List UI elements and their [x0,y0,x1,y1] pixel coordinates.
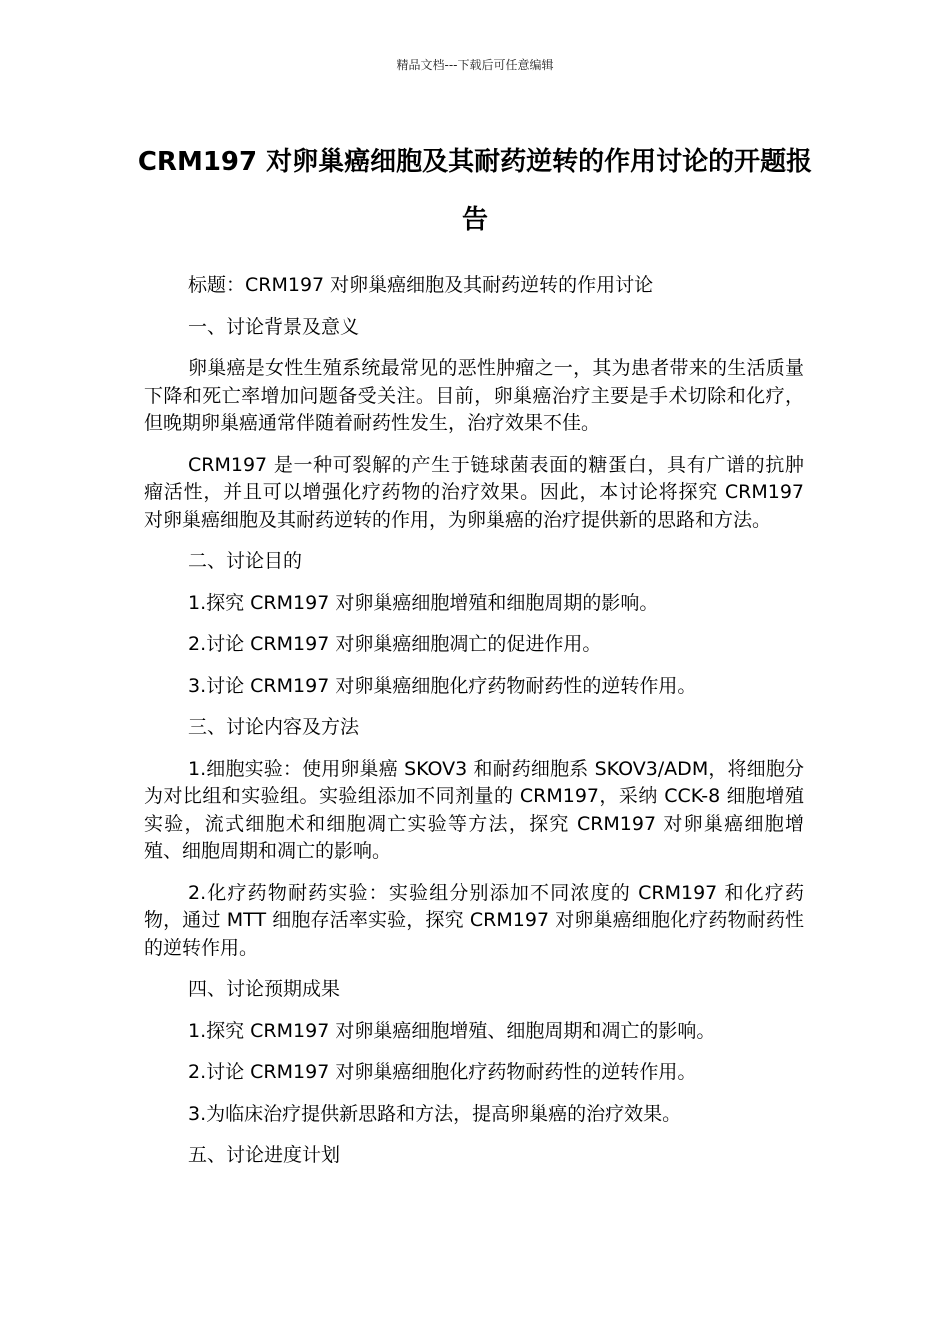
body-paragraph: CRM197 是一种可裂解的产生于链球菌表面的糖蛋白，具有广谱的抗肿瘤活性，并且可以增强化疗药物的治疗效果。因此，本讨论将探究 CRM197 对卵巢癌细胞及其耐药逆转的作用，为卵巢癌的治疗提供新的思路和方法。 [144,453,804,531]
section-heading: 一、讨论背景及意义 [188,315,360,338]
list-item: 3.为临床治疗提供新思路和方法，提高卵巢癌的治疗效果。 [188,1102,682,1125]
list-item: 1.细胞实验：使用卵巢癌 SKOV3 和耐药细胞系 SKOV3/ADM，将细胞分为对比组和实验组。实验组添加不同剂量的 CRM197，采纳 CCK-8 细胞增殖实验，流式细胞术和细胞凋亡实验等方法，探究 CRM197 对卵巢癌细胞增殖、细胞周期和凋亡的影响。 [144,757,804,862]
section-heading: 五、讨论进度计划 [188,1144,341,1166]
section-heading: 二、讨论目的 [188,550,303,572]
list-item: 2.化疗药物耐药实验：实验组分别添加不同浓度的 CRM197 和化疗药物，通过 MTT 细胞存活率实验，探究 CRM197 对卵巢癌细胞化疗药物耐药性的逆转作用。 [144,881,804,959]
title-line: 标题：CRM197 对卵巢癌细胞及其耐药逆转的作用讨论 [188,274,654,296]
list-item: 1.探究 CRM197 对卵巢癌细胞增殖和细胞周期的影响。 [188,591,659,614]
page-header: 精品文档---下载后可任意编辑 [396,58,554,72]
list-item: 3.讨论 CRM197 对卵巢癌细胞化疗药物耐药性的逆转作用。 [188,674,697,697]
section-heading: 四、讨论预期成果 [188,978,341,1000]
document-title: CRM197 对卵巢癌细胞及其耐药逆转的作用讨论的开题报告 [137,147,813,235]
body-paragraph: 卵巢癌是女性生殖系统最常见的恶性肿瘤之一，其为患者带来的生活质量下降和死亡率增加问题备受关注。目前，卵巢癌治疗主要是手术切除和化疗，但晚期卵巢癌通常伴随着耐药性发生，治疗效果不佳。 [144,357,804,434]
list-item: 2.讨论 CRM197 对卵巢癌细胞化疗药物耐药性的逆转作用。 [188,1061,697,1083]
section-heading: 三、讨论内容及方法 [188,716,360,738]
document-body [144,272,804,1184]
list-item: 1.探究 CRM197 对卵巢癌细胞增殖、细胞周期和凋亡的影响。 [188,1019,716,1042]
list-item: 2.讨论 CRM197 对卵巢癌细胞凋亡的促进作用。 [188,633,602,655]
